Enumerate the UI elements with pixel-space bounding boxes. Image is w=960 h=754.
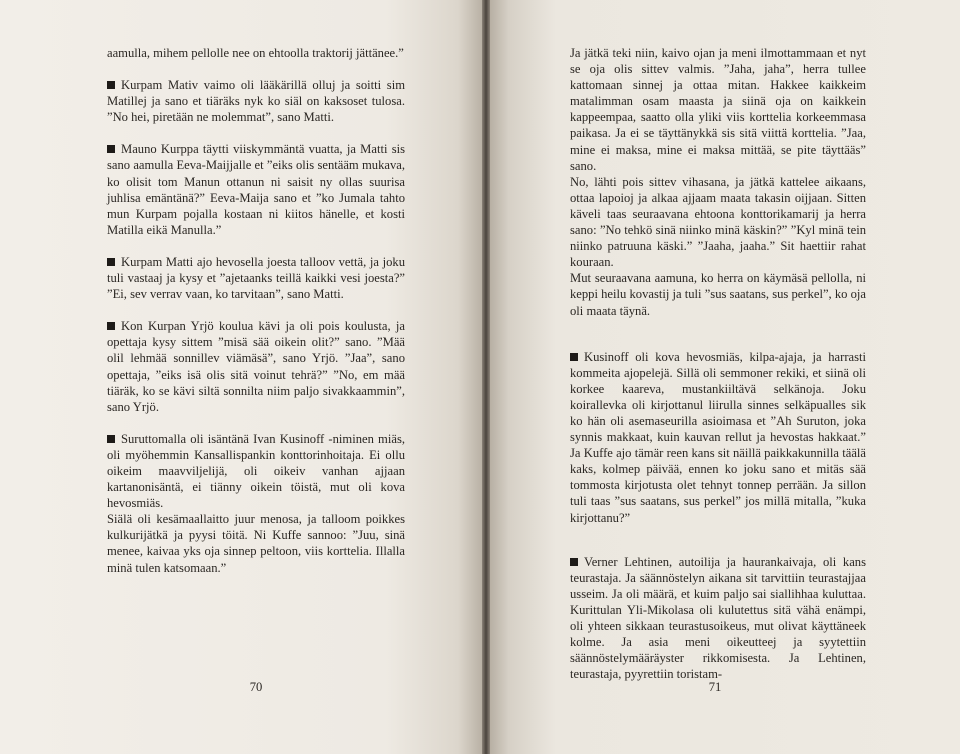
square-bullet-icon bbox=[570, 558, 578, 566]
paragraph: Suruttomalla oli isäntänä Ivan Kusinoff -niminen miäs, oli myöhemmin Kansallispankin konttorinhoitaja. Ei ollu oikeim maavviljelijä, oli oikeiv vanhan ajjaan kartanonisäntä, ei tiänny oikein töistä, mut oli kova hevosmiäs. bbox=[107, 431, 405, 511]
paragraph: Kurpam Mativ vaimo oli lääkärillä olluj ja soitti sim Matillej ja sano et tiäräks nyk ko siäl on kaksoset tulosa. ”No hei, piretään ne molemmat”, sano Matti. bbox=[107, 78, 405, 125]
right-page bbox=[490, 0, 960, 754]
paragraph: No, lähti pois sittev vihasana, ja jätkä kattelee aikaans, ottaa lapoioj ja alkaa ajjaam maata takasin oijjaan. Sitten käveli taas seuraavana ehtoona konttorikamarij ja herra sano: ”No tehkö sinä niinko minä käskin?” ”Kyl minä tein niinko patruuna käski.” ”Jaaha, jaaha.” Sit haettiir rahat kouraan. bbox=[570, 174, 866, 270]
square-bullet-icon bbox=[107, 81, 115, 89]
square-bullet-icon bbox=[570, 353, 578, 361]
square-bullet-icon bbox=[107, 258, 115, 266]
paragraph: Siälä oli kesämaallaitto juur menosa, ja talloom poikkes kulkurijätkä ja pyysi töitä. Ni Kuffe sannoo: ”Juu, sinä menee, kaivaa yks oja sinnep peltoon, viis korttelia. Illalla minä tulen katsomaan.” bbox=[107, 512, 405, 575]
paragraph: aamulla, mihem pellolle nee on ehtoolla traktorij jättänee.” bbox=[107, 46, 404, 60]
square-bullet-icon bbox=[107, 435, 115, 443]
page-number: 71 bbox=[708, 680, 722, 694]
left-text-column bbox=[107, 45, 405, 576]
book-gutter bbox=[482, 0, 490, 754]
paragraph: Mut seuraavana aamuna, ko herra on käymäsä pellolla, ni keppi heilu kovastij ja tuli ”sus saatans, sus perkel”, ko oja oli maata täynä. bbox=[570, 271, 866, 318]
paragraph: Kurpam Matti ajo hevosella joesta talloov vettä, ja joku tuli vastaaj ja kysy et ”ajetaanks teillä kaikki vesi joesta?” ”Ei, sev verrav vaan, ko tarvitaan”, sano Matti. bbox=[107, 254, 405, 302]
square-bullet-icon bbox=[107, 322, 115, 330]
paragraph: Mauno Kurppa täytti viiskymmäntä vuatta, ja Matti sis sano aamulla Eeva-Maijjalle et ”eiks olis sentääm mukava, ko olisit tom Manun ottanun ni saisit ny ollas suurisa juhlisa emäntänä?” Eeva-Maija sano et ”ko Jumala tahto mun Kurpam pojalla kostaan ni kiitos hänelle, et kosti Matilla eikä Manulla.” bbox=[107, 142, 405, 237]
right-text-column bbox=[570, 45, 866, 682]
page-number: 70 bbox=[249, 680, 263, 694]
paragraph: Kusinoff oli kova hevosmiäs, kilpa-ajaja, ja harrasti kommeita ajopelejä. Sillä oli semmoner rekiki, et siinä oli korkee kaareva, mustankiiltävä selkänoja. Joku koirallevka oli kirjottanul liirulla sinnes selkäpualles sik ko hän oli asemaseurilla asioimasa et ”Ah Suruton, joka synnis makkaat, kuin kauvan rellut ja hevostas hakkaat.” Ja Kuffe ajo tämär reen kans sit näillä paikkakunnilla täälä kaks, kolmep päivää, ennen ko joku sano et mitäs sää tommosta kirjotusta olet tehnyt tonnep perrään. Ja sillon tuli taas ”sus saatans, sus perkel” jos millä mitalla, ”kuka kirjottanu?” bbox=[570, 349, 866, 525]
paragraph: Ja jätkä teki niin, kaivo ojan ja meni ilmottammaan et nyt se oja olis sittev valmis. ”Jaha, jaha”, herra tullee kattomaan sinnej ja ottaa mitan. Hakkee kaikkeim matalimman osam maasta ja siinä oja on kaikkein kappeempaa, saatto olla yliki viis korttelia korkeemmasa paikasa. Ja ei se täyttänykkä sis sitä viittä korttelia. ”Jaa, mine ei maksa, mine ei maksa mittää, se pite täyttääs” sano. bbox=[570, 46, 866, 173]
square-bullet-icon bbox=[107, 145, 115, 153]
paragraph: Kon Kurpan Yrjö koulua kävi ja oli pois koulusta, ja opettaja kysy sittem ”misä sää oikein olit?” sano. ”Mää olil lehmää sonnillev viämäsä”, sano Yrjö. ”Jaa”, sano opettaja, ”eiks isä olis sitä voinut tehrä?” ”No, em mää tiäräk, ko se kävi siltä sonnilta niim paljo sivakkaammin”, sano Yrjö. bbox=[107, 319, 405, 414]
paragraph: Verner Lehtinen, autoilija ja haurankaivaja, oli kans teurastaja. Ja säännöstelyn aikana sit tarvittiin teurastajjaa usseim. Ja oli määrä, et kuim paljo sai siallihhaa kuluttaa. Kurittulan Yli-Mikolasa oli kulutettus sitä vähä enämpi, oli yhteen sikkaan teurastusoikeus, mut olivat käyttäneek kolme. Ja asia meni oikeutteej ja syytettiin säännöstelymääräyster rikkomisesta. Ja Lehtinen, teurastaja, pyyrettiin toristam- bbox=[570, 554, 866, 682]
